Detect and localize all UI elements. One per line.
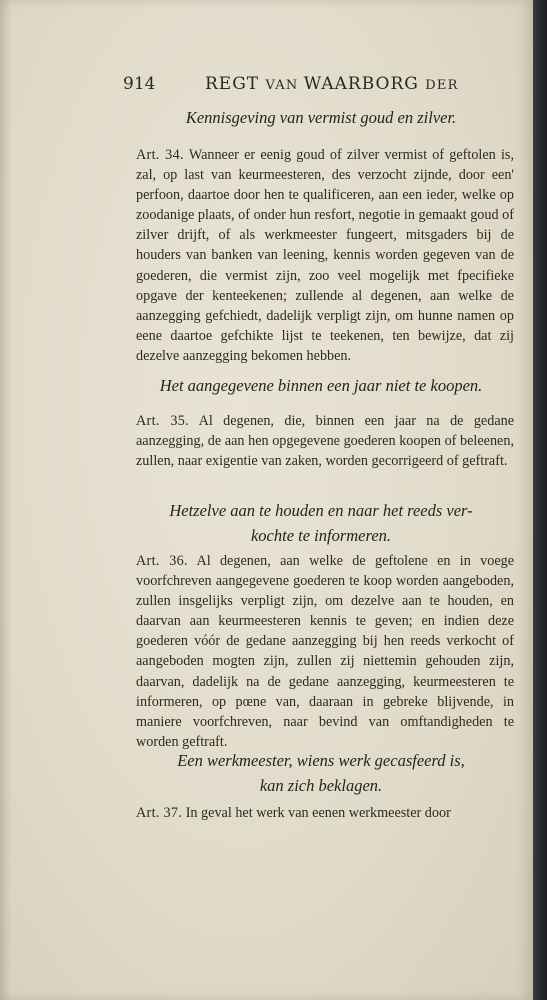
- running-title-word-3: WAARBORG: [303, 74, 426, 94]
- section-heading-3: [120, 498, 522, 548]
- article-label-37: Art. 37.: [136, 805, 183, 821]
- article-label-36: Art. 36.: [136, 553, 188, 569]
- section-heading-3-line-1: Hetzelve aan te houden en naar het reeds ver-: [169, 501, 473, 520]
- section-heading-4-line-1: Een werkmeester, wiens werk gecasfeerd is,: [177, 751, 465, 770]
- page-gutter-shadow: [0, 0, 12, 1000]
- running-title-word-1: REGT: [205, 74, 266, 94]
- article-label-34: Art. 34.: [136, 147, 184, 163]
- article-34: [136, 145, 514, 366]
- running-title-word-4: DER: [425, 78, 459, 93]
- article-text-37: In geval het werk van eenen werkmeester door: [185, 805, 451, 821]
- article-text-34: Wanneer er eenig goud of zilver vermist of geftolen is, zal, op last van keurmeesteren, des verzocht zijnde, door een' perfoon, daartoe door hen te qualificeren, aan een ieder, welke op zoodanige plaats, of onder hun resfort, negotie in gemaakt goud of zilver drijft, of als werkmeester fungeert, mitsgaders bij de houders van banken van leening, kennis worden gegeven van de goederen, die vermist zijn, zoo veel mogelijk met fpecifieke opgave der kenteekenen; zullende al degenen, aan welke de aanzegging gefchiedt, dadelijk verpligt zijn, om hunne namen op eene daartoe gefchikte lijst te teekenen, ten bewijze, dat zij dezelve aanzegging bekomen hebben.: [136, 147, 515, 364]
- section-heading-1: Kennisgeving van vermist goud en zilver.: [185, 108, 457, 127]
- article-text-36: Al degenen, aan welke de geftolene en in voege voorfchreven aangegevene goederen te koop worden aangeboden, zullen insgelijks verpligt zijn, om dezelve aan te houden, en daarvan aan keurmeesteren kennis te geven; en indien deze goederen vóór de gedane aanzegging bij hen reeds verkocht of aangeboden mogten zijn, zullen zij niettemin gehouden zijn, daarvan, dadelijk na de gedane aanzegging, keurmeesteren te informeren, op pœne van, daaraan in gebreke blijvende, in maniere voorfchreven, naar bevind van omftandigheden te worden geftraft.: [136, 553, 515, 750]
- book-spine-edge: [533, 0, 547, 1000]
- running-title-word-2: VAN: [265, 78, 304, 93]
- article-37: [136, 803, 514, 823]
- running-title: [205, 74, 459, 94]
- section-heading-4-line-2: kan zich beklagen.: [259, 776, 383, 795]
- page-number: 914: [123, 74, 156, 94]
- running-header: [123, 74, 518, 100]
- section-heading-4: [120, 748, 522, 798]
- article-36: [136, 551, 514, 752]
- article-label-35: Art. 35.: [136, 413, 189, 429]
- section-heading-3-line-2: kochte te informeren.: [250, 526, 392, 545]
- article-35: [136, 411, 514, 471]
- article-text-35: Al degenen, die, binnen een jaar na de gedane aanzegging, de aan hen opgegevene goederen koopen of beleenen, zullen, naar exigentie van zaken, worden gecorrigeerd of geftraft.: [136, 413, 515, 470]
- section-heading-2: Het aangegevene binnen een jaar niet te koopen.: [159, 376, 483, 395]
